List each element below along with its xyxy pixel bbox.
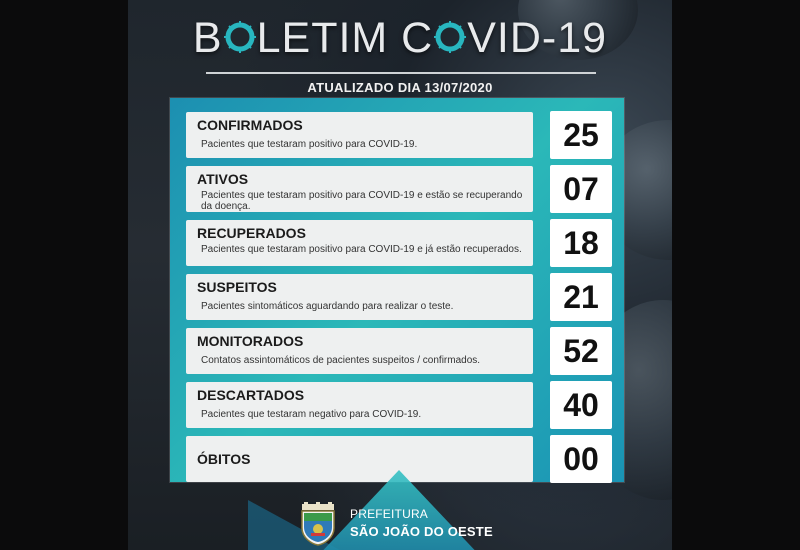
stat-value: 25 (550, 111, 612, 159)
stat-description: Pacientes sintomáticos aguardando para realizar o teste. (201, 301, 454, 312)
footer-prefeitura: PREFEITURA (350, 507, 429, 521)
stat-row-confirmados (186, 112, 612, 158)
page-title: B LETIM C VID-19 (192, 14, 608, 62)
stat-label: SUSPEITOS (197, 279, 277, 295)
stat-description: Pacientes que testaram negativo para COVID-19. (201, 409, 422, 420)
stat-label: CONFIRMADOS (197, 117, 303, 133)
stat-value: 40 (550, 381, 612, 429)
stat-card (186, 112, 533, 158)
stat-value: 00 (550, 435, 612, 483)
virus-o-icon (223, 19, 257, 55)
stat-label: ATIVOS (197, 171, 249, 187)
stat-card (186, 328, 533, 374)
footer-city-name: SÃO JOÃO DO OESTE (350, 524, 493, 539)
stat-value: 52 (550, 327, 612, 375)
stat-label: RECUPERADOS (197, 225, 306, 241)
stat-description: Contatos assintomáticos de pacientes suspeitos / confirmados. (201, 355, 481, 366)
stat-card (186, 382, 533, 428)
stat-row-descartados (186, 382, 612, 428)
stat-value: 21 (550, 273, 612, 321)
bulletin-poster (128, 0, 672, 550)
municipal-crest-icon (296, 502, 340, 546)
stat-description: Pacientes que testaram positivo para COVID-19 e já estão recuperados. (201, 244, 522, 255)
stat-card (186, 166, 533, 212)
stat-row-ativos (186, 166, 612, 212)
stat-label: MONITORADOS (197, 333, 304, 349)
virus-o-icon (433, 19, 467, 55)
stat-row-recuperados (186, 220, 612, 266)
update-date: ATUALIZADO DIA 13/07/2020 (307, 80, 493, 95)
stat-description: Pacientes que testaram positivo para COVID-19. (201, 139, 418, 150)
title-block (128, 14, 672, 63)
stat-card (186, 436, 533, 482)
stat-row-monitorados (186, 328, 612, 374)
stat-card (186, 274, 533, 320)
stat-row-suspeitos (186, 274, 612, 320)
stat-value: 18 (550, 219, 612, 267)
stats-panel (170, 98, 624, 482)
stat-label: ÓBITOS (197, 451, 251, 467)
stat-card (186, 220, 533, 266)
stat-value: 07 (550, 165, 612, 213)
title-divider (206, 72, 596, 74)
stat-label: DESCARTADOS (197, 387, 305, 403)
stat-description: Pacientes que testaram positivo para COVID-19 e estão se recuperando da doença. (201, 190, 523, 212)
